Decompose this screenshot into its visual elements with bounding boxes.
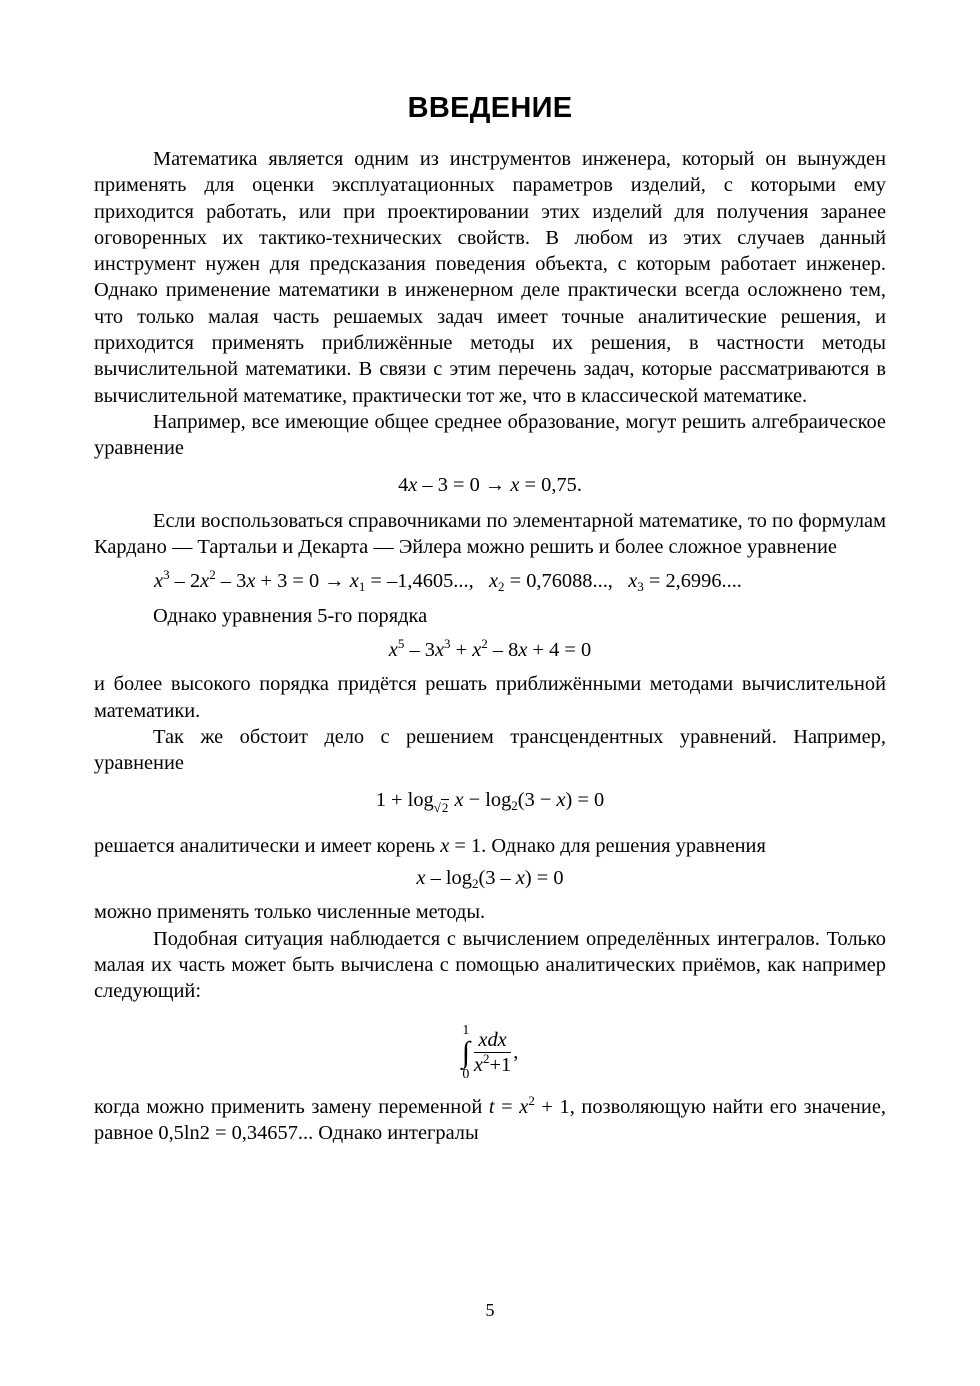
paragraph-numeric-methods: можно применять только численные методы. — [94, 901, 486, 924]
paragraph-transcendental: Так же обстоит дело с решением трансцендентных уравнений. Например, уравнение — [94, 725, 886, 775]
paragraph-substitution: когда можно применить замену переменной $t = x^2 + 1$, позволяющую найти его значение, равное 0,5ln2 = 0,34657... Однако интегралы — [94, 1092, 886, 1144]
page-number: 5 — [485, 1300, 495, 1320]
paragraph-substitution-part1: когда можно применить замену переменной — [94, 1095, 489, 1118]
page-title: ВВЕДЕНИЕ — [407, 92, 573, 124]
document-body — [94, 146, 886, 1146]
paragraph-higher-order: и более высокого порядка придётся решать приближёнными методами вычислительной математики. — [94, 673, 886, 722]
paragraph-substitution-part2: + 1, позволяющую найти его значение, равное 0,5ln2 = 0,34657... Однако интегралы — [94, 1095, 886, 1144]
formula-integral — [94, 1015, 886, 1082]
formula-log-equation-2: $x - \log_2(3 - x) = 0$ — [416, 867, 564, 892]
formula-linear-equation: 4x – 3 = 0 → x = 0,75. — [398, 473, 582, 496]
formula-log-equation: 1 + log√2 $x - \log_2(3 - x) = 0$ — [375, 788, 605, 815]
paragraph-root: решается аналитически и имеет корень x = 1. Однако для решения уравнения — [94, 834, 766, 857]
paragraph-intro: Математика является одним из инструментов инженера, который он вынужден применять для оценки эксплуатационных параметров изделий, с которыми ему приходится работать, или при проектировании этих изделий для получения заранее оговоренных их тактико-технических свойств. В любом из этих случаев данный инструмент нужен для предсказания поведения объекта, с которым работает инженер. Однако применение математики в инженерном деле практически всегда осложнено тем, что только малая часть решаемых задач имеет точные аналитические решения, и приходится применять приближённые методы их решения, в частности методы вычислительной математики. В связи с этим перечень задач, которые рассматриваются в вычислительной математике, практически тот же, что в классической математике. — [94, 148, 886, 407]
integral-sign: 1 ∫ 0 — [461, 1022, 470, 1082]
paragraph-cardano: Если воспользоваться справочниками по элементарной математике, то по формулам Кардано — Тартальи и Декарта — Эйлера можно решить и более сложное уравнение — [94, 509, 886, 559]
formula-cubic-equation: $x^3 - 2x^2 - 3x + 3 = 0 \to x_1 = -1,4605$..., $x_2 = 0,76088$..., $x_3 = 2,6996$.... — [154, 567, 742, 595]
paragraph-fifth-order: Однако уравнения 5-го порядка — [153, 604, 428, 627]
formula-quintic-equation: $x^5 - 3x^3 + x^2 - 8x + 4 = 0$ — [388, 636, 592, 662]
paragraph-integrals: Подобная ситуация наблюдается с вычислением определённых интегралов. Только малая их часть может быть вычислена с помощью аналитических приёмов, как например следующий: — [94, 927, 886, 1003]
integral-expression: 1 ∫ 0 $\frac{\text{xdx}}{x^2+1}$ , — [461, 1022, 519, 1082]
document-page — [94, 0, 886, 1386]
integral-fraction: $\frac{\text{xdx}}{x^2+1}$ — [473, 1029, 512, 1077]
paragraph-algebraic: Например, все имеющие общее среднее образование, могут решить алгебраическое уравнение — [94, 410, 886, 460]
paragraph-root-part1: решается аналитически и имеет корень — [94, 834, 441, 857]
paragraph-root-part2: = 1. Однако для решения уравнения — [449, 834, 766, 857]
